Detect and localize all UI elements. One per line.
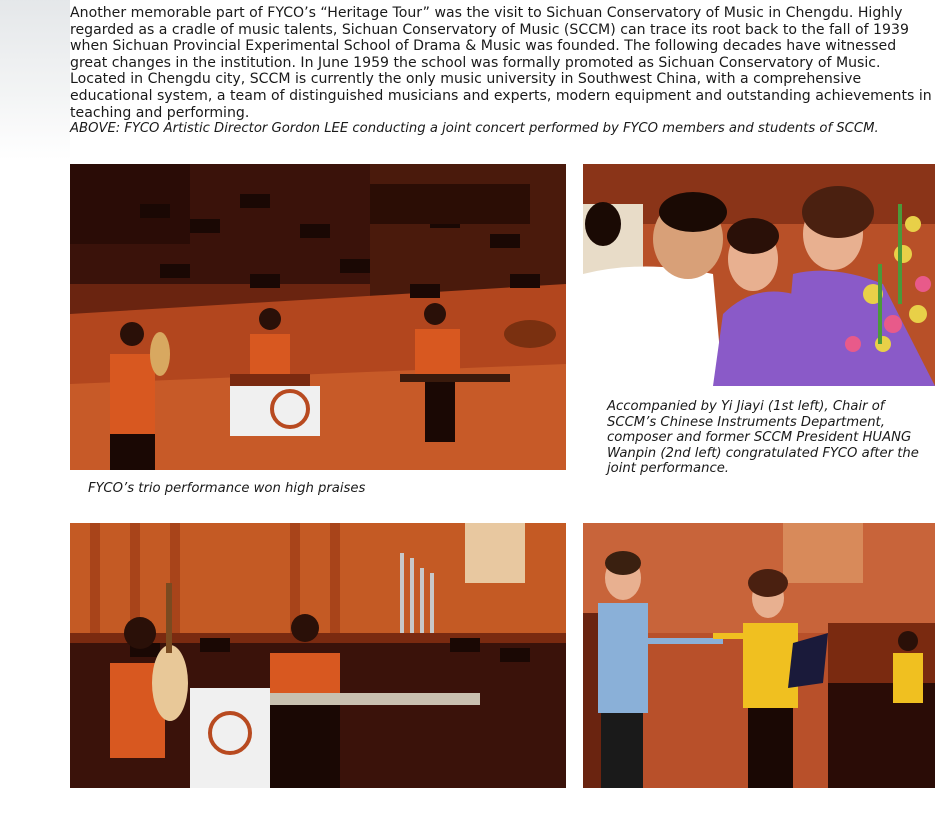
intro-paragraph: Another memorable part of FYCO’s “Heritage Tour” was the visit to Sichuan Conservatory of Music in Chengdu. Highly regarded as a cradle of music talents, Sichuan Conservatory of Music (SCCM) can trace its root back to the fall of 1939 when Sichuan Provincial Experimental School of Drama & Music was founded. The following decades have witnessed great changes in the institution. In June 1959 the school was formally promoted as Sichuan Conservatory of Music. Located in Chengdu city, SCCM is currently the only music university in Southwest China, with a comprehensive educational system, a team of distinguished musicians and experts, modern equipment and outstanding achievements in teaching and performing. [70,5,932,121]
photo-certificate-presentation [583,523,935,788]
page-corner-decoration [0,0,70,160]
congratulations-caption: Accompanied by Yi Jiayi (1st left), Chair of SCCM’s Chinese Instruments Department, composer and former SCCM President HUANG Wanpin (2nd left) congratulated FYCO after the joint performance. [607,399,919,477]
photo-congratulations [583,164,935,386]
above-caption: ABOVE: FYCO Artistic Director Gordon LEE conducting a joint concert performed by FYCO members and students of SCCM. [70,121,879,136]
photo-trio-performance [70,164,566,470]
trio-caption: FYCO’s trio performance won high praises [88,481,366,496]
photo-pipa-guzheng-duo [70,523,566,788]
